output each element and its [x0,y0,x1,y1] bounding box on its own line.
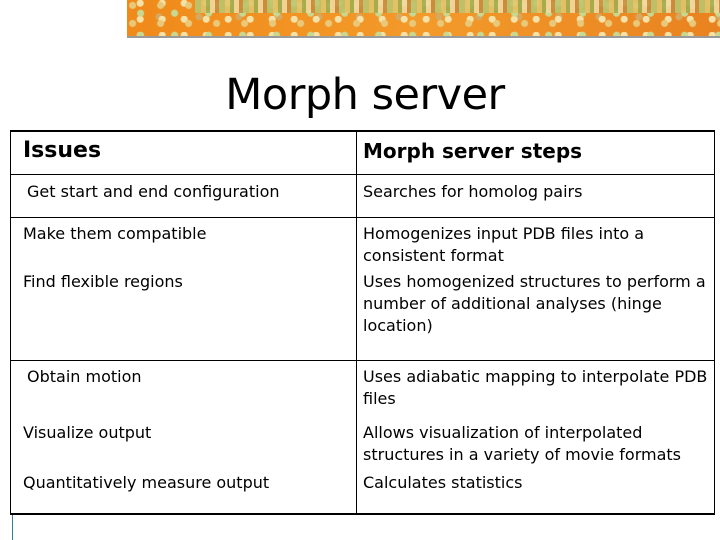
step-text: Searches for homolog pairs [363,182,583,201]
step-cell [357,466,715,514]
issue-cell [11,466,357,514]
issues-steps-table [10,130,715,515]
decorative-left-line [12,515,13,540]
header-steps-label: Morph server steps [363,139,583,163]
step-text: Allows visualization of interpolated structures in a variety of movie formats [363,422,682,464]
issue-text: Find flexible regions [23,271,183,291]
header-steps [357,131,715,175]
issue-cell [11,218,357,268]
issue-cell [11,361,357,415]
table-row [11,361,715,415]
step-cell [357,361,715,415]
issue-text: Make them compatible [23,224,207,243]
step-cell [357,218,715,268]
table-row [11,175,715,218]
issue-text: Get start and end configuration [27,182,280,201]
table-row [11,466,715,514]
table-row [11,218,715,268]
slide-title: Morph server [225,70,505,120]
header-issues-label: Issues [23,138,102,163]
step-text: Uses homogenized structures to perform a number of additional analyses (hinge location) [363,271,706,335]
issue-text: Visualize output [23,422,152,442]
issue-cell [11,268,357,361]
step-cell [357,415,715,466]
step-cell [357,175,715,218]
step-text: Homogenizes input PDB files into a consistent format [363,224,645,265]
issue-text: Quantitatively measure output [23,472,270,492]
banner-photo-strip [195,0,720,13]
issue-text: Obtain motion [27,367,142,386]
step-text: Calculates statistics [363,472,523,492]
table-row [11,415,715,466]
issue-cell [11,415,357,466]
table-header-row [11,131,715,175]
header-issues [11,131,357,175]
step-text: Uses adiabatic mapping to interpolate PDB files [363,367,708,408]
table-row [11,268,715,361]
issue-cell [11,175,357,218]
banner-divider [127,36,720,38]
step-cell [357,268,715,361]
